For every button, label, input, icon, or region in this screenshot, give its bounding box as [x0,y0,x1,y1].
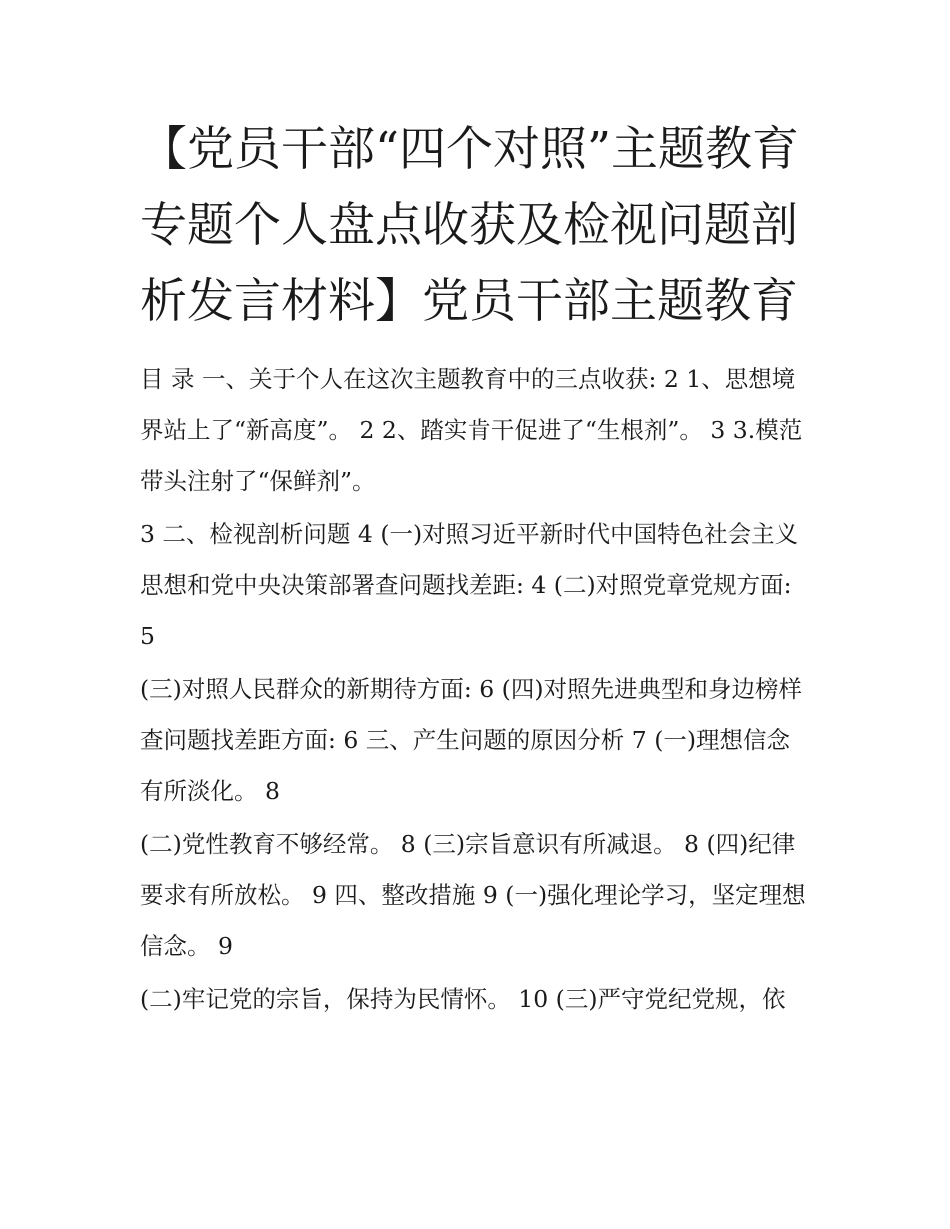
body-paragraph: (二)牢记党的宗旨，保持为民情怀。 10 (三)严守党纪党规，依 [140,985,786,1013]
body-paragraph: 3 二、检视剖析问题 4 (一)对照习近平新时代中国特色社会主义思想和党中央决策部署查问题找差距: 4 (二)对照党章党规方面: 5 [140,520,799,650]
document-body [140,354,810,1025]
document-title: 【党员干部“四个对照”主题教育专题个人盘点收获及检视问题剖析发言材料】党员干部主题教育 [140,122,800,329]
body-paragraph: (三)对照人民群众的新期待方面: 6 (四)对照先进典型和身边榜样查问题找差距方面: 6 三、产生问题的原因分析 7 (一)理想信念有所淡化。 8 [140,675,802,805]
body-paragraph: (二)党性教育不够经常。 8 (三)宗旨意识有所减退。 8 (四)纪律要求有所放松。 9 四、整改措施 9 (一)强化理论学习，坚定理想信念。 9 [140,830,806,960]
document-page [140,112,810,1027]
body-paragraph: 目 录 一、关于个人在这次主题教育中的三点收获: 2 1、思想境界站上了“新高度”。 2 2、踏实肯干促进了“生根剂”。 3 3.模范带头注射了“保鲜剂”。 [140,365,803,495]
